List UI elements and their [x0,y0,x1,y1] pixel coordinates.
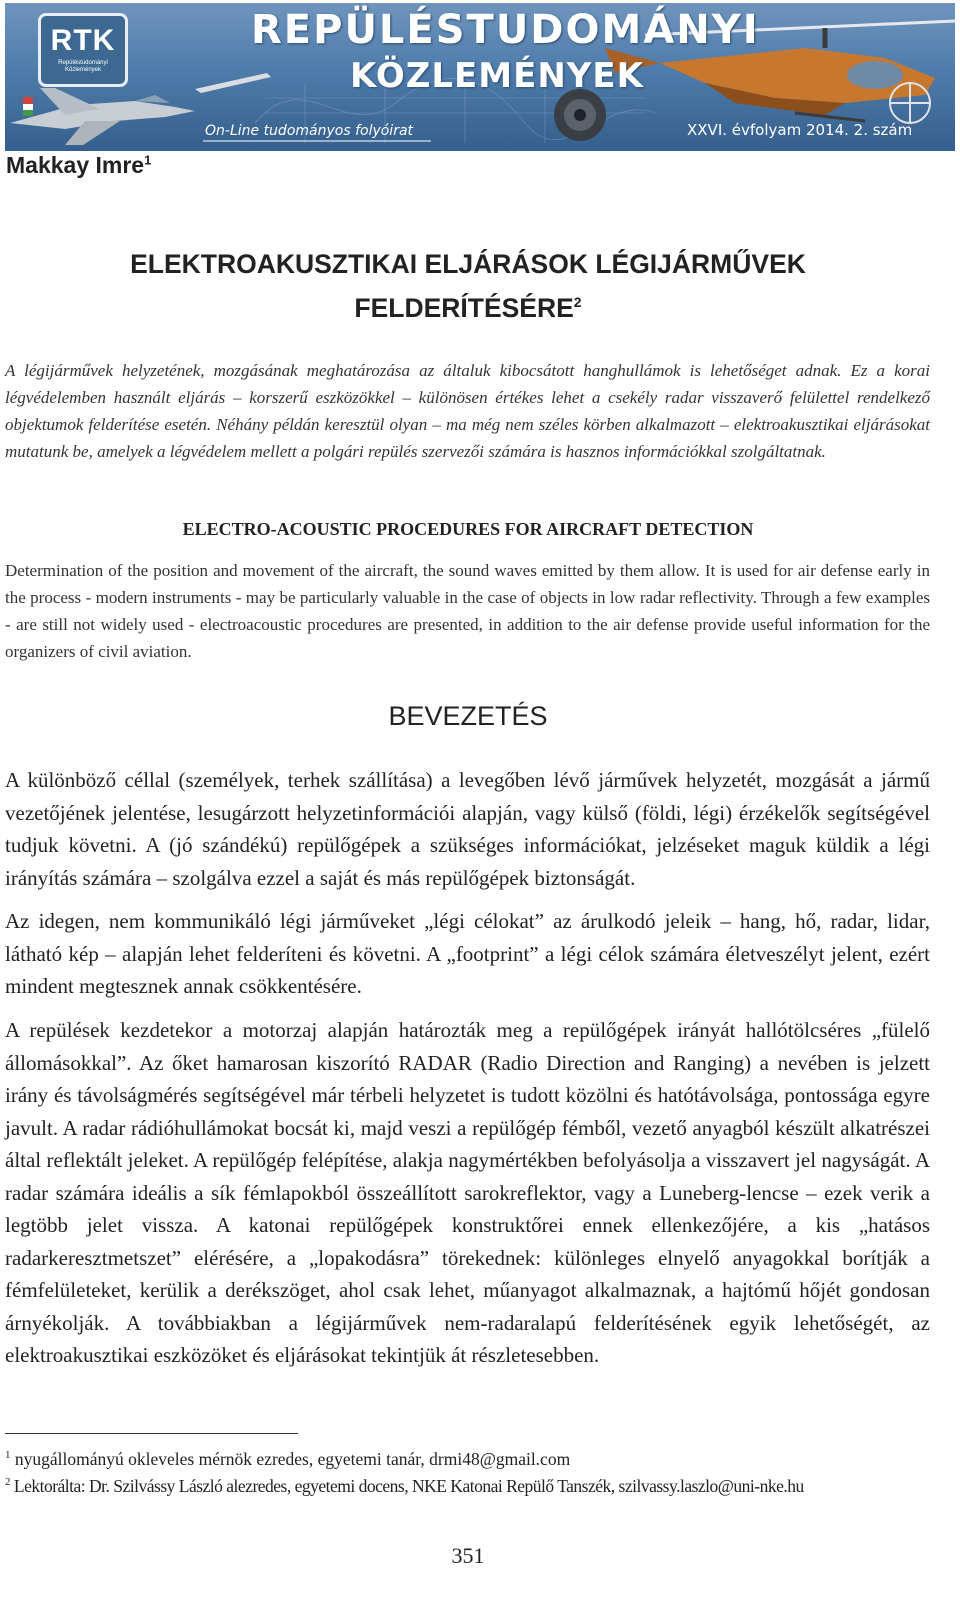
abstract-english: Determination of the position and movement of the aircraft, the sound waves emitted by them allow. It is used for air defense early in the process - modern instruments - may be particularly valuable in the case of objects in low radar reflectivity. Through a few examples - are still not widely used - electroacoustic procedures are presented, in addition to the air defense provide useful information for the organizers of civil aviation. [5,561,930,661]
journal-title-line1: REPÜLÉSTUDOMÁNYI [251,7,760,53]
body-paragraph: A különböző céllal (személyek, terhek szállítása) a levegőben lévő járművek helyzetét, mozgását a jármű vezetőjének jelentése, lesugárzott helyzetinformációi alapján, vagy külső (földi, légi) érzékelők segítségével tudjuk követni. A (jó szándékú) repülőgépek a szükséges információkat, jelzéseket maguk küldik a légi irányítás számára – szolgálva ezzel a saját és más repülőgépek biztonságát. [5,768,930,890]
footnote-divider [5,1433,298,1434]
engine-illustration [554,89,606,141]
page-number: 351 [451,1543,485,1568]
journal-title-line2: KÖZLEMÉNYEK [350,56,644,96]
journal-banner [5,3,955,151]
paper-title-line2: FELDERÍTÉSÉRE [354,292,574,323]
body-paragraph: A repülések kezdetekor a motorzaj alapján határozták meg a repülőgépek irányát hallótölcséres „fülelő állomásokkal”. Az őket hamarosan kiszorító RADAR (Radio Direction and Ranging) a nevében is jelzett irány és távolságmérés segítségével már térbeli helyzetet is tudott közölni és hatótávolsága, pontossága egyre javult. A radar rádióhullámokat bocsát ki, majd veszi a repülőgép fémből, vezető anyagból készült alkatrészei által reflektált jeleket. A repülőgép felépítése, alakja nagymértékben befolyásolja a visszavert jel nagyságát. A radar számára ideális a sík fémlapokból összeállított sarokreflektor, vagy a Luneberg-lencse – ezek verik a legtöbb jelet vissza. A katonai repülőgépek konstruktőrei ennek ellenkezőjére, a kis „hatásos radarkeresztmetszet” elérésére, a „lopakodásra” törekednek: különleges elnyelő anyagokkal borítják a fémfelületeket, kerülik a derékszöget, ahol csak lehet, műanyagot alkalmaznak, a hajtómű hőjét gondosan árnyékolják. A továbbiakban a légijárművek nem-radaralapú felderítésének egyik lehetőségét, az elektroakusztikai eszközöket és eljárásokat tekintjük át részletesebben. [5,1018,930,1367]
footnote-mark: 1 [5,1449,11,1462]
section-heading: BEVEZETÉS [388,701,548,731]
jet-illustration [10,88,195,145]
paper-title-line2-wrap [60,283,876,327]
footnote-text: nyugállományú okleveles mérnök ezredes, egyetemi tanár, drmi48@gmail.com [14,1449,571,1469]
author-name [6,152,151,179]
footnote [5,1476,935,1497]
body-paragraph: Az idegen, nem kommunikáló légi járműveket „légi célokat” az árulkodó jeleik – hang, hő, radar, lidar, látható kép – alapján lehet felderíteni és követni. A „footprint” a légi célok számára életveszélyt jelent, ezért mindent megtesznek annak csökkentésére. [5,909,930,998]
abstract-hungarian: A légijárművek helyzetének, mozgásának meghatározása az általuk kibocsátott hanghullámok is lehetőséget adnak. Ez a korai légvédelemben használt eljárás – korszerű eszközökkel – különösen értékes lehet a csekély radar visszaverő felülettel rendelkező objektumok felderítése esetén. Néhány példán keresztül olyan – ma még nem széles körben alkalmazott – elektroakusztikai eljárásokat mutatunk be, amelyek a légvédelem mellett a polgári repülés szervezői számára is hasznos információkkal szolgáltatnak. [5,361,930,461]
author-footnote-mark: 1 [144,152,152,168]
title-footnote-mark: 2 [573,294,582,310]
footnote-text: Lektorálta: Dr. Szilvássy László alezredes, egyetemi docens, NKE Katonai Repülő Tanszék, szilvassy.laszlo@uni-nke.hu [13,1476,804,1496]
footnote-mark: 2 [5,1476,10,1489]
paper-title-line1: ELEKTROAKUSZTIKAI ELJÁRÁSOK LÉGIJÁRMŰVEK [130,249,806,279]
footnote [5,1449,935,1470]
missile-illustration [195,73,271,93]
journal-volume: XXVI. évfolyam 2014. 2. szám [687,121,913,139]
paper-title [60,245,876,327]
journal-subtitle: On-Line tudományos folyóirat [205,123,414,139]
logo-text: RTK [50,24,116,57]
logo-subtext: Repüléstudományi Közlemények [58,60,108,73]
english-title: ELECTRO-ACOUSTIC PROCEDURES FOR AIRCRAFT DETECTION [182,519,754,539]
rtk-logo [38,13,128,87]
author-text: Makkay Imre [6,152,145,178]
